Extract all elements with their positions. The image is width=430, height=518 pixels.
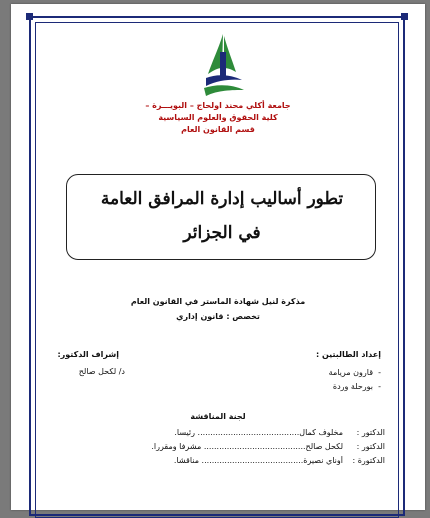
border-corner bbox=[401, 13, 408, 20]
committee-member-name: مخلوف كمال bbox=[299, 428, 343, 437]
supervisor-name: د/ لكحل صالح bbox=[78, 367, 125, 376]
university-logo-icon bbox=[198, 30, 248, 100]
committee-member-title: الدكتورة : bbox=[352, 456, 385, 465]
specialization-line: تخصص : قانون إداري bbox=[176, 312, 260, 321]
committee-heading: لجنة المناقشة bbox=[190, 412, 246, 421]
committee-member-row: أوناي نصيرة........................................ مناقشا. bbox=[173, 456, 343, 465]
committee-member-title: الدكتور : bbox=[356, 442, 385, 451]
committee-member-role: مناقشا. bbox=[173, 456, 199, 465]
degree-line: مذكرة لنيل شهادة الماستر في القانون العام bbox=[130, 297, 306, 306]
committee-member-name: أوناي نصيرة bbox=[303, 456, 343, 465]
committee-member-role: مشرفا ومقررا. bbox=[151, 442, 202, 451]
committee-member-title: الدكتور : bbox=[356, 428, 385, 437]
student-name-item: - بورحلة وردة bbox=[332, 382, 381, 391]
faculty-name: كلية الحقوق والعلوم السياسية bbox=[158, 113, 278, 122]
committee-member-role: رئيسا. bbox=[174, 428, 195, 437]
students-heading: إعداد الطالبتين : bbox=[316, 350, 381, 359]
university-name: جامعة أكلي محند اولحاج – البويـــرة – bbox=[145, 101, 291, 110]
committee-member-row: مخلوف كمال........................................ رئيسا. bbox=[174, 428, 343, 437]
student-name-item: - قارون مريامة bbox=[328, 368, 381, 377]
department-name: قسم القانون العام bbox=[181, 125, 255, 134]
committee-member-row: لكحل صالح........................................ مشرفا ومقررا. bbox=[151, 442, 343, 451]
thesis-title-line2: في الجزائر bbox=[183, 223, 261, 243]
title-box bbox=[66, 174, 376, 260]
document-page bbox=[11, 4, 425, 510]
thesis-title-line1: تطور أساليب إدارة المرافق العامة bbox=[100, 189, 344, 209]
supervisor-heading: إشراف الدكتور: bbox=[57, 350, 119, 359]
border-corner bbox=[26, 13, 33, 20]
committee-member-name: لكحل صالح bbox=[305, 442, 343, 451]
